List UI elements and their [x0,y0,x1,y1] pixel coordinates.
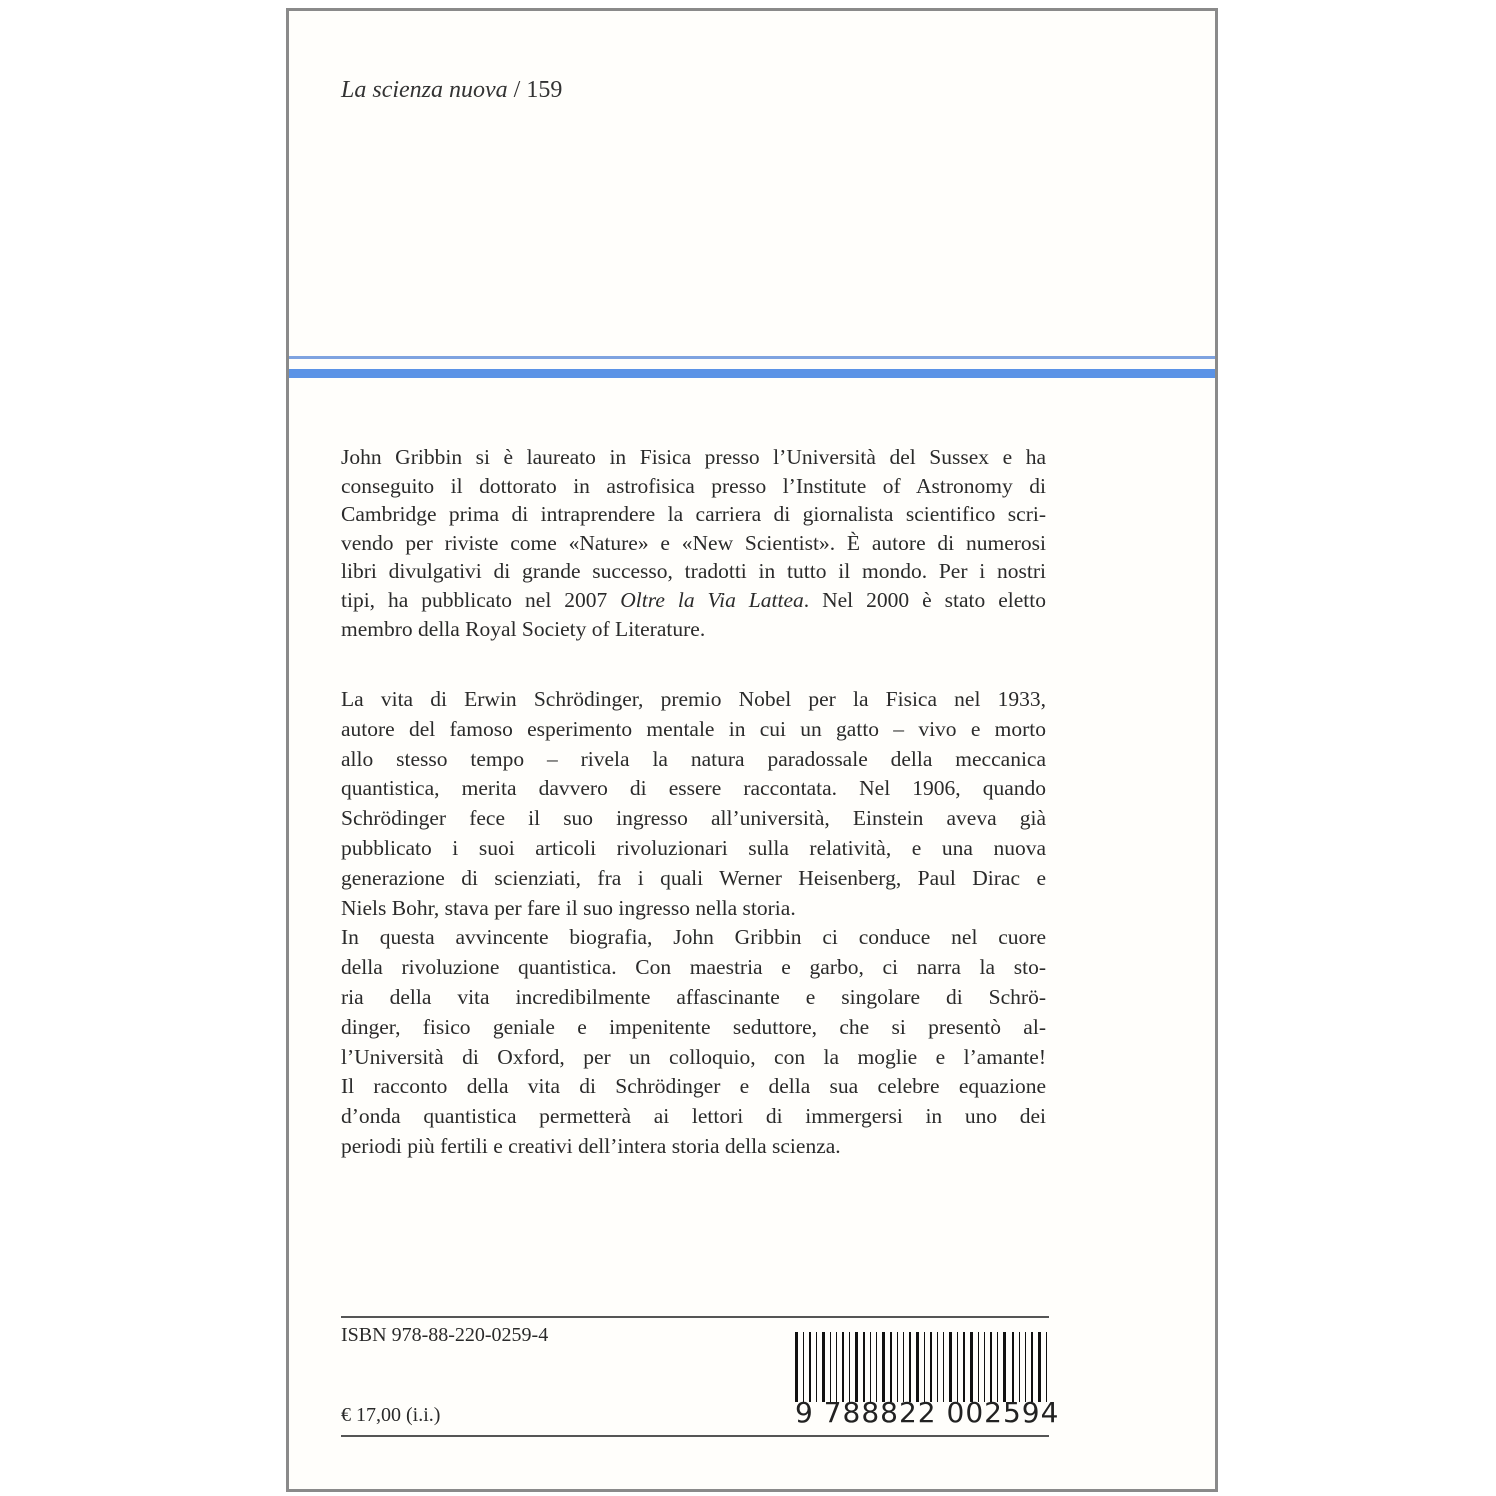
barcode-bar [978,1332,979,1402]
barcode-bar [957,1332,958,1402]
series-name: La scienza nuova [341,77,508,103]
author-bio [341,443,1046,643]
barcode-bar [822,1332,825,1402]
barcode-group2: 002594 [946,1396,1060,1429]
text-fragment: tipi, ha pubblicato nel 2007 [341,587,621,612]
barcode-bar [842,1332,844,1402]
book-title-italic: Oltre la Via Lattea [620,587,804,612]
text-line: dinger, fisico geniale e impenitente seduttore, che si presentò al- [341,1014,1046,1039]
barcode-bar [949,1332,952,1402]
barcode-bar [943,1332,944,1402]
text-line: La vita di Erwin Schrödinger, premio Nobel per la Fisica nel 1933, [341,687,1046,711]
text-fragment: . Nel 2000 è stato eletto [803,587,1046,612]
text-line: In questa avvincente biografia, John Gribbin ci conduce nel cuore [341,925,1046,950]
barcode-bar [816,1332,817,1402]
decorative-thin-blue-line [289,356,1215,359]
barcode-bar [1003,1332,1006,1402]
barcode-bar [836,1332,837,1402]
price: € 17,00 (i.i.) [341,1404,441,1426]
text-line: Cambridge prima di intraprendere la carriera di giornalista scientifico scri- [341,502,1046,527]
barcode-bar [970,1332,973,1402]
text-line: pubblicato i suoi articoli rivoluzionari sulla relatività, e una nuova [341,835,1046,860]
barcode-bars [795,1332,1047,1402]
barcode-bar [903,1332,904,1402]
barcode-bar [882,1332,885,1402]
text-line: conseguito il dottorato in astrofisica presso l’Institute of Astronomy di [341,473,1046,498]
barcode-bar [916,1332,919,1402]
series-title [341,77,562,104]
text-line: quantistica, merita davvero di essere raccontata. Nel 1906, quando [341,776,1046,801]
barcode-digits [795,1396,1059,1429]
text-line: periodi più fertili e creativi dell’intera storia della scienza. [341,1133,841,1158]
top-rule [341,1316,1049,1318]
barcode-bar [876,1332,877,1402]
text-line: Il racconto della vita di Schrödinger e della sua celebre equazione [341,1074,1046,1099]
text-line: membro della Royal Society of Literature. [341,616,706,641]
barcode-bar [1038,1332,1041,1402]
barcode-bar [924,1332,925,1402]
barcode-bar [795,1332,798,1402]
barcode-bar [897,1332,898,1402]
barcode-bar [1031,1332,1033,1402]
decorative-thick-blue-line [289,369,1215,378]
book-back-cover [286,8,1218,1492]
barcode-bar [990,1332,992,1402]
barcode-bar [984,1332,985,1402]
isbn: ISBN 978-88-220-0259-4 [341,1324,549,1346]
text-line: John Gribbin si è laureato in Fisica presso l’Università del Sussex e ha [341,445,1046,469]
barcode-bar [855,1332,858,1402]
text-line: vendo per riviste come «Nature» e «New Scientist». È autore di numerosi [341,530,1046,555]
barcode-bar [870,1332,871,1402]
text-line: della rivoluzione quantistica. Con maestria e garbo, ci narra la sto- [341,955,1046,980]
barcode-bar [1025,1332,1026,1402]
barcode-bar [930,1332,932,1402]
barcode-bar [997,1332,998,1402]
text-line: generazione di scienziati, fra i quali Werner Heisenberg, Paul Dirac e [341,865,1046,890]
text-line: ria della vita incredibilmente affascinante e singolare di Schrö- [341,984,1046,1009]
bottom-rule [341,1435,1049,1437]
series-separator: / [507,77,527,103]
barcode [795,1332,1060,1429]
text-line: Schrödinger fece il suo ingresso all’università, Einstein aveva già [341,806,1046,831]
text-line: Niels Bohr, stava per fare il suo ingresso nella storia. [341,895,796,920]
barcode-bar [809,1332,811,1402]
barcode-bar [863,1332,865,1402]
barcode-group1: 788822 [823,1396,937,1429]
book-description [341,685,1046,1162]
text-line: autore del famoso esperimento mentale in cui un gatto – vivo e morto [341,716,1046,741]
barcode-bar [909,1332,911,1402]
barcode-bar [803,1332,804,1402]
text-line: l’Università di Oxford, per un colloquio, con la moglie e l’amante! [341,1044,1046,1069]
barcode-bar [830,1332,831,1402]
text-line: libri divulgativi di grande successo, tradotti in tutto il mondo. Per i nostri [341,559,1046,584]
text-line [341,586,1046,615]
barcode-bar [890,1332,892,1402]
series-number: 159 [526,77,563,103]
text-line: d’onda quantistica permetterà ai lettori di immergersi in uno dei [341,1104,1046,1129]
barcode-bar [1012,1332,1014,1402]
barcode-first-digit: 9 [795,1396,814,1429]
barcode-bar [849,1332,850,1402]
barcode-bar [937,1332,938,1402]
barcode-bar [1046,1332,1047,1402]
text-line: allo stesso tempo – rivela la natura paradossale della meccanica [341,746,1046,771]
barcode-bar [963,1332,965,1402]
barcode-bar [1019,1332,1020,1402]
